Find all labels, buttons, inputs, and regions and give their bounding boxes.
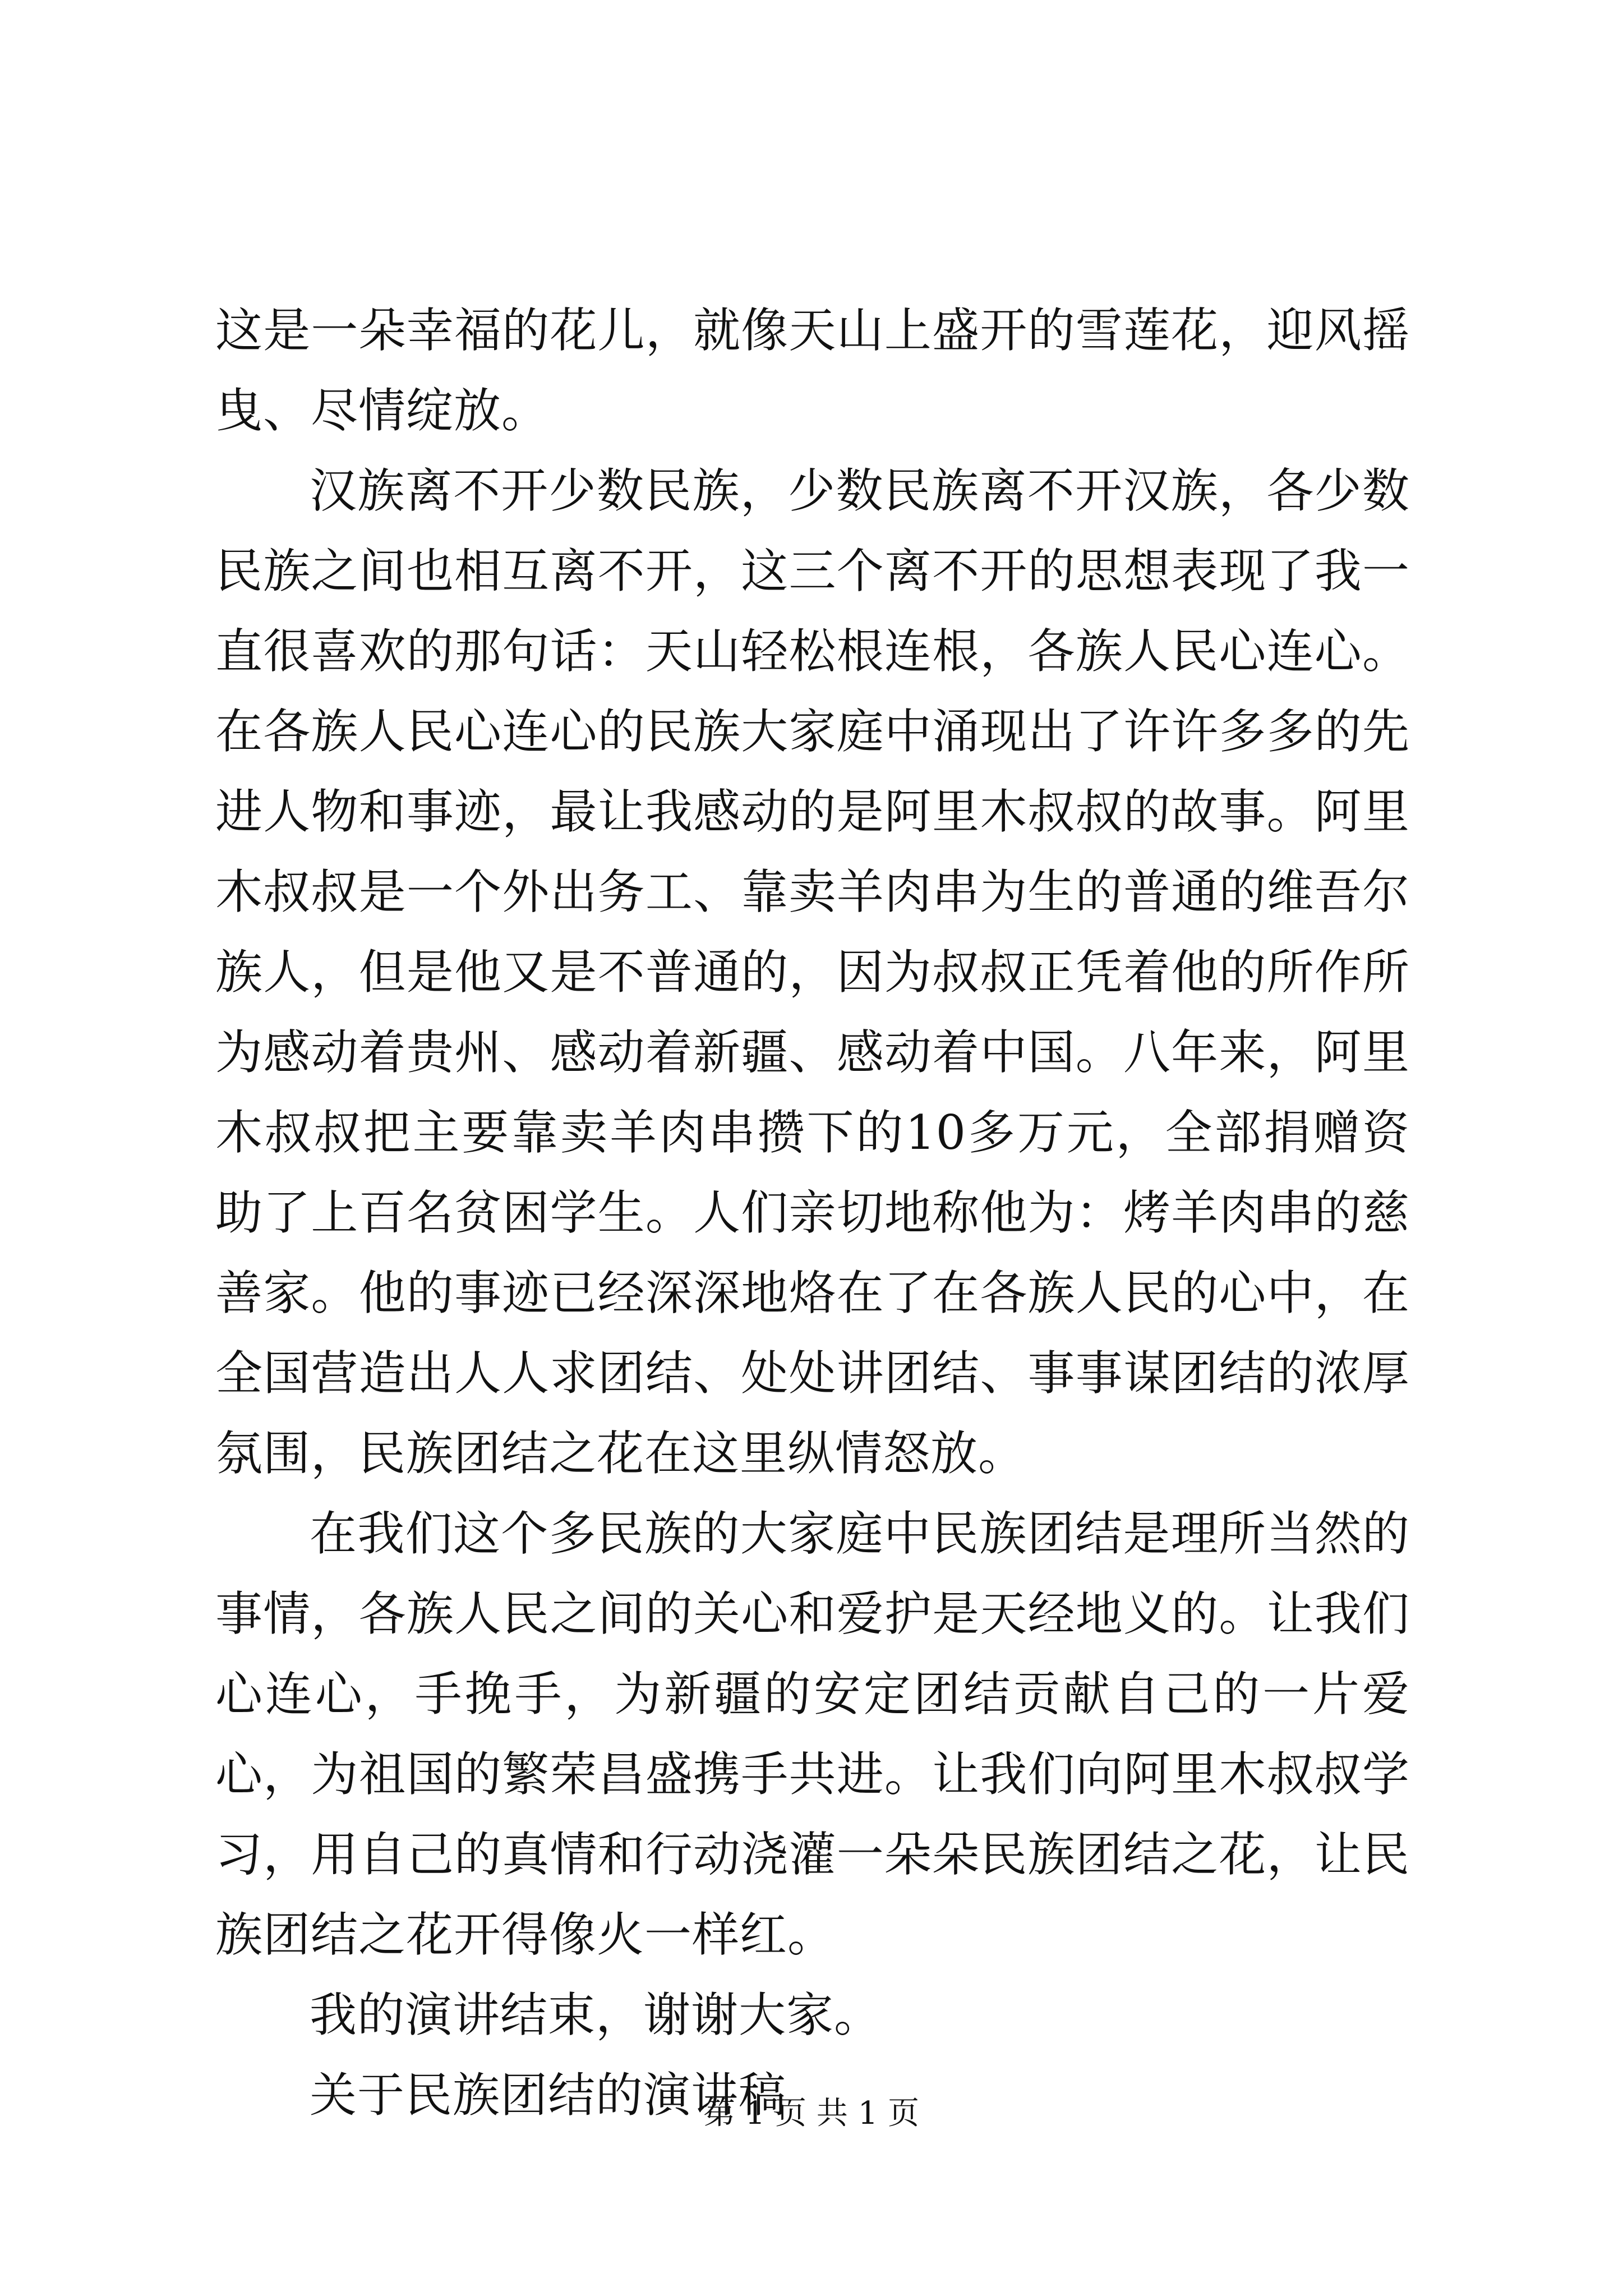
document-body (215, 291, 1410, 2136)
paragraph-closing: 我的演讲结束，谢谢大家。 (310, 1987, 882, 2042)
paragraph-call-to-action: 在我们这个多民族的大家庭中民族团结是理所当然的事情，各族人民之间的关心和爱护是天经地义的。让我们心连心，手挽手，为新疆的安定团结贡献自己的一片爱心，为祖国的繁荣昌盛携手共进。让我们向阿里木叔叔学习，用自己的真情和行动浇灌一朵朵民族团结之花，让民族团结之花开得像火一样红。 (215, 1506, 1410, 1962)
page-footer: 第 1 页 共 1 页 (703, 2095, 920, 2132)
paragraph-ethnic-unity: 汉族离不开少数民族，少数民族离不开汉族，各少数民族之间也相互离不开，这三个离不开的思想表现了我一直很喜欢的那句话：天山轻松根连根，各族人民心连心。在各族人民心连心的民族大家庭中涌现出了许许多多的先进人物和事迹，最让我感动的是阿里木叔叔的故事。阿里木叔叔是一个外出务工、靠卖羊肉串为生的普通的维吾尔族人，但是他又是不普通的，因为叔叔正凭着他的所作所为感动着贵州、感动着新疆、感动着中国。八年来，阿里木叔叔把主要靠卖羊肉串攒下的10多万元，全部捐赠资助了上百名贫困学生。人们亲切地称他为：烤羊肉串的慈善家。他的事迹已经深深地烙在了在各族人民的心中，在全国营造出人人求团结、处处讲团结、事事谋团结的浓厚氛围，民族团结之花在这里纵情怒放。 (215, 463, 1410, 1481)
paragraph-title-line: 关于民族团结的演讲稿 (310, 2068, 787, 2123)
paragraph-continuation: 这是一朵幸福的花儿，就像天山上盛开的雪莲花，迎风摇曳、尽情绽放。 (215, 303, 1410, 438)
